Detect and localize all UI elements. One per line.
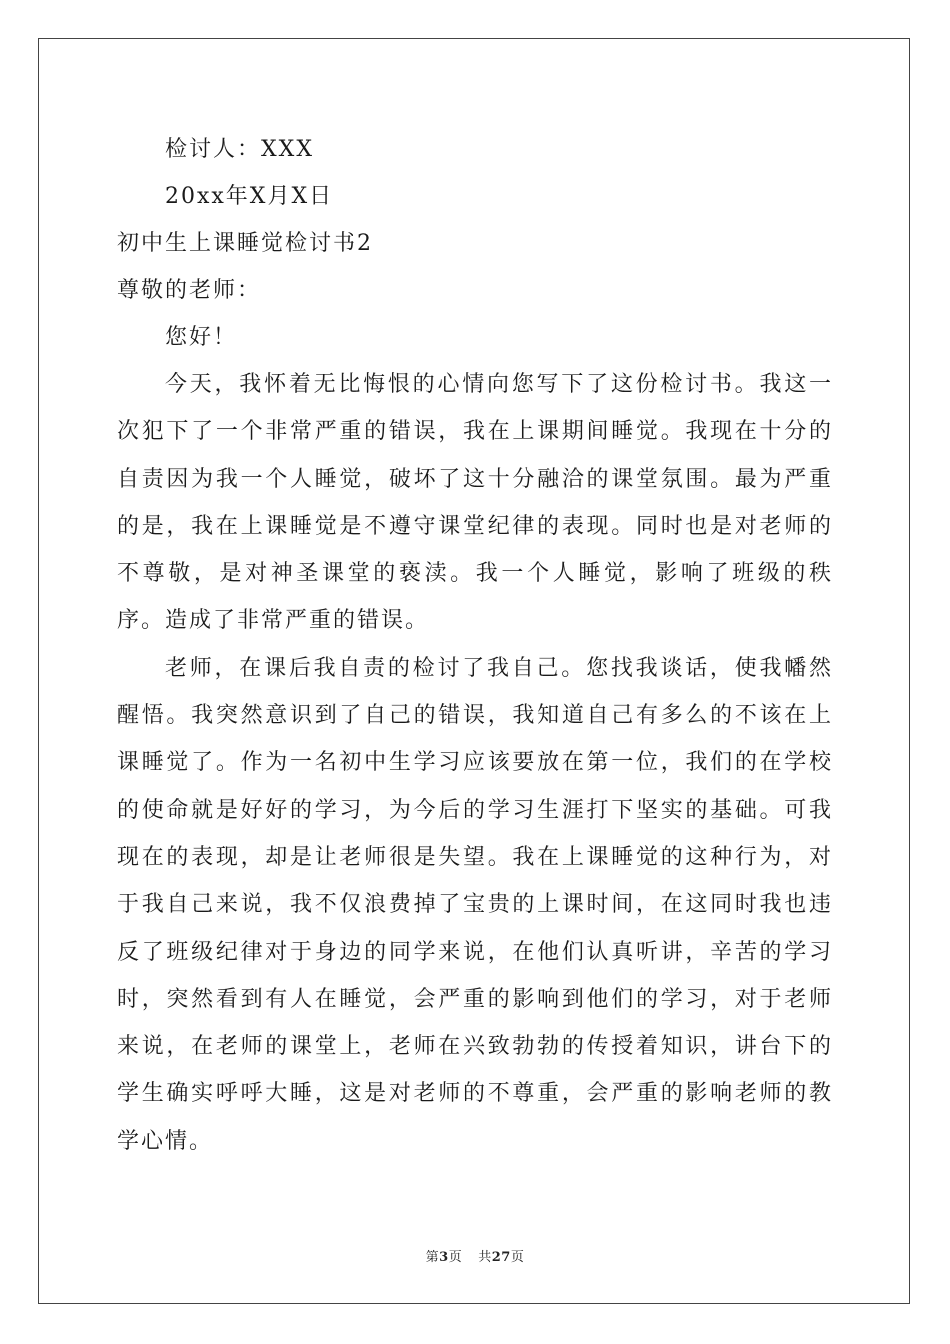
page-footer	[0, 1246, 950, 1265]
greeting: 您好！	[165, 325, 238, 350]
page-suffix: 页	[448, 1250, 463, 1265]
body-paragraph-2: 老师，在课后我自责的检讨了我自己。您找我谈话，使我幡然醒悟。我突然意识到了自己的错误，我知道自己有多么的不该在上课睡觉了。作为一名初中生学习应该要放在第一位，我们的在学校的使命就是好好的学习，为今后的学习生涯打下坚实的基础。可我现在的表现，却是让老师很是失望。我在上课睡觉的这种行为，对于我自己来说，我不仅浪费掉了宝贵的上课时间，在这同时我也违反了班级纪律对于身边的同学来说，在他们认真听讲，辛苦的学习时，突然看到有人在睡觉，会严重的影响到他们的学习，对于老师来说，在老师的课堂上，老师在兴致勃勃的传授着知识，讲台下的学生确实呼呼大睡，这是对老师的不尊重，会严重的影响老师的教学心情。	[117, 655, 833, 1154]
total-prefix: 共	[478, 1250, 492, 1265]
document-body	[117, 126, 833, 1165]
document-heading: 初中生上课睡觉检讨书2	[117, 231, 373, 256]
reviewer-signature: 检讨人：XXX	[165, 137, 314, 162]
page-prefix: 第	[425, 1250, 440, 1265]
body-paragraph-1: 今天，我怀着无比悔恨的心情向您写下了这份检讨书。我这一次犯下了一个非常严重的错误，我在上课期间睡觉。我现在十分的自责因为我一个人睡觉，破坏了这十分融洽的课堂氛围。最为严重的是，我在上课睡觉是不遵守课堂纪律的表现。同时也是对老师的不尊敬，是对神圣课堂的亵渎。我一个人睡觉，影响了班级的秩序。造成了非常严重的错误。	[117, 372, 833, 634]
page-number: 3	[439, 1250, 449, 1265]
total-pages: 27	[491, 1250, 511, 1265]
signature-date: 20xx年X月X日	[165, 184, 334, 209]
total-suffix: 页	[510, 1250, 525, 1265]
salutation: 尊敬的老师：	[117, 278, 262, 303]
